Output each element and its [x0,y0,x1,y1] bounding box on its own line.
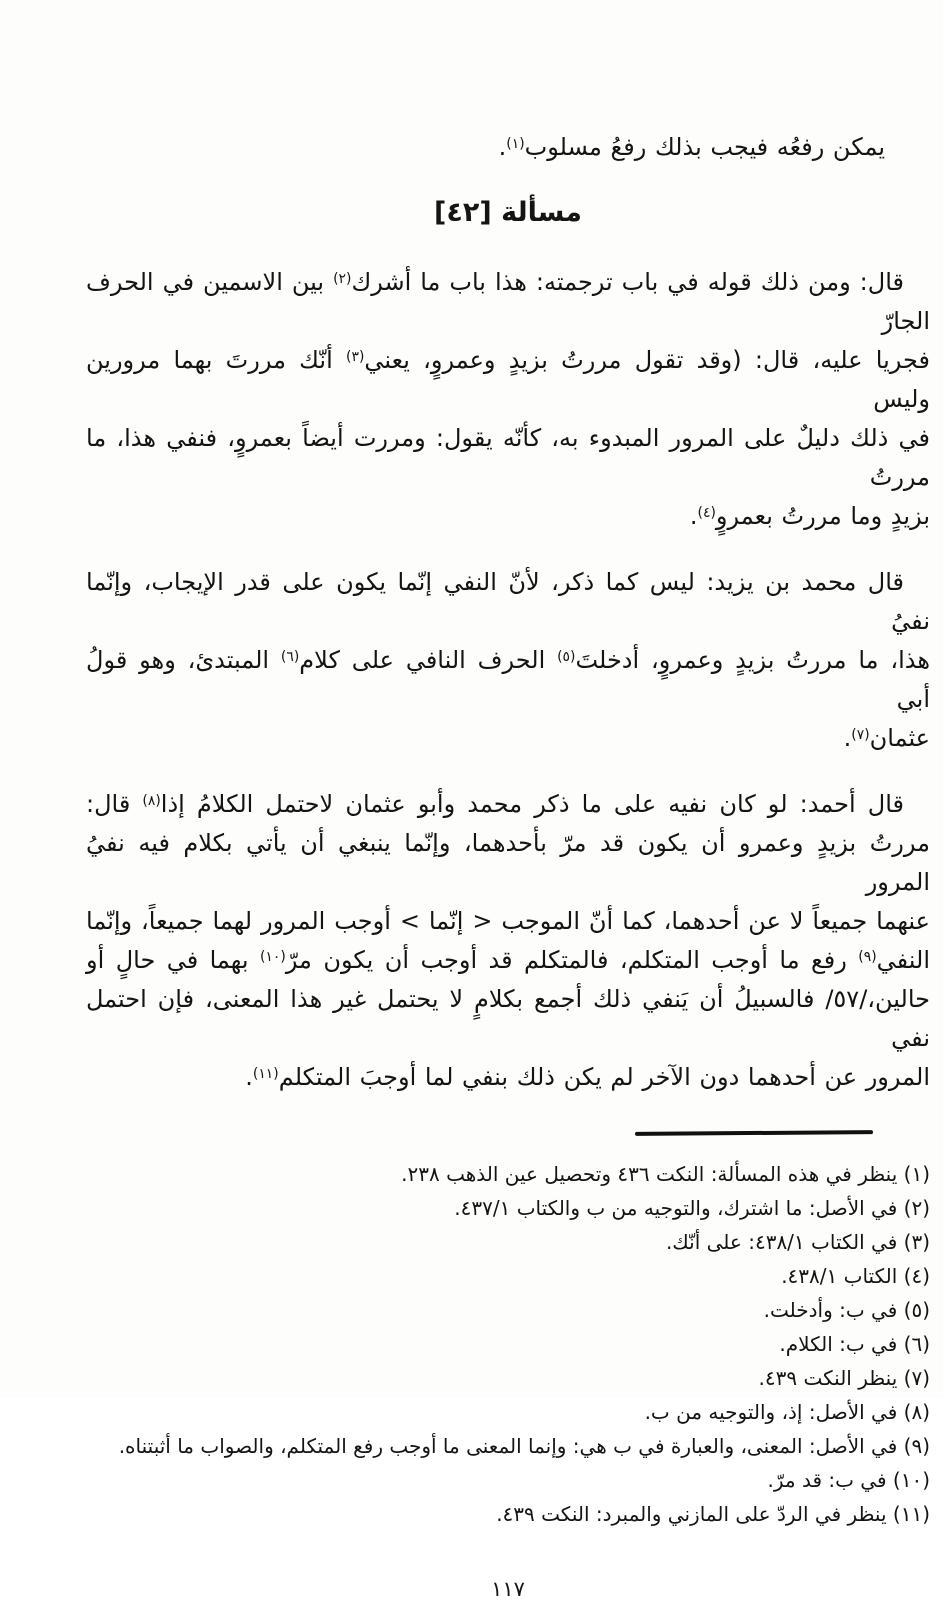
footnote-8: (٨) في الأصل: إذ، والتوجيه من ب. [644,1400,930,1424]
footnote-2: (٢) في الأصل: ما اشترك، والتوجيه من ب والكتاب ٤٣٧/١. [454,1196,930,1220]
body-line: قال محمد بن يزيد: ليس كما ذكر، لأنّ النفي إنّما يكون على قدر الإيجاب، وإنّما نفيُ [86,568,930,635]
body-line: عنهما جميعاً لا عن أحدهما، كما أنّ الموجب < إنّما > أوجب المرور لهما جميعاً، وإنّما [86,907,930,935]
body-line: النفي$^{(٩)}$ رفع ما أوجب المتكلم، فالمتكلم قد أوجب أن يكون مرّ$^{(١٠)}$ بهما في حالٍ أو [86,946,931,974]
body-line: المرور عن أحدهما دون الآخر لم يكن ذلك بنفي لما أوجبَ المتكلم$^{(١١)}$. [245,1063,930,1091]
paragraph-2 [86,563,930,758]
body-line: بزيدٍ وما مررتُ بعمروٍ$^{(٤)}$. [689,502,930,530]
footnote-separator-rule [635,1130,873,1136]
footnote-4: (٤) الكتاب ٤٣٨/١. [781,1264,930,1288]
paragraph-1 [86,263,930,536]
page-number: ١١٧ [491,1577,525,1601]
footnotes-block [86,1157,930,1531]
body-line: هذا، ما مررتُ بزيدٍ وعمروٍ، أدخلتَ$^{(٥)}$ الحرف النافي على كلام$^{(٦)}$ المبتدئ، وهو قولُ أبي [86,646,930,713]
footnote-10: (١٠) في ب: قد مرّ. [767,1468,930,1492]
body-line: في ذلك دليلٌ على المرور المبدوء به، كأنّه يقول: ومررت أيضاً بعمروٍ، فنفي هذا، ما مررتُ [86,424,930,491]
body-line: قال أحمد: لو كان نفيه على ما ذكر محمد وأبو عثمان لاحتمل الكلامُ إذا$^{(٨)}$ قال: [86,790,905,818]
footnote-6: (٦) في ب: الكلام. [779,1332,930,1356]
body-line: قال: ومن ذلك قوله في باب ترجمته: هذا باب ما أشرك$^{(٢)}$ بين الاسمين في الحرف الجارّ [86,268,930,335]
footnote-9: (٩) في الأصل: المعنى، والعبارة في ب هي: وإنما المعنى ما أوجب رفع المتكلم، والصواب ما أثبتناه. [118,1434,930,1458]
footnote-5: (٥) في ب: وأدخلت. [763,1298,930,1322]
footnote-7: (٧) ينظر النكت ٤٣٩. [758,1366,930,1390]
footnote-1: (١) ينظر في هذه المسألة: النكت ٤٣٦ وتحصيل عين الذهب ٢٣٨. [401,1162,930,1186]
body-line: حالين،/٥٧/ فالسبيلُ أن يَنفي ذلك أجمع بكلامٍ لا يحتمل غير هذا المعنى، فإن احتمل نفي [86,985,930,1052]
footnote-11: (١١) ينظر في الردّ على المازني والمبرد: النكت ٤٣٩. [496,1502,930,1526]
text-block [86,0,930,1601]
body-line: فجريا عليه، قال: (وقد تقول مررتُ بزيدٍ وعمروٍ، يعني$^{(٣)}$ أنّك مررتَ بهما مرورين وليس [86,346,931,413]
continuation-line: يمكن رفعُه فيجب بذلك رفعُ مسلوب$^{(١)}$. [498,133,885,161]
body-line: عثمان$^{(٧)}$. [843,724,930,752]
paragraph-3 [86,785,930,1097]
body-line: مررتُ بزيدٍ وعمرو أن يكون قد مرّ بأحدهما، وإنّما ينبغي أن يأتي بكلام فيه نفيُ المرور [86,829,930,896]
section-heading: مسألة [٤٢] [434,197,582,228]
footnote-3: (٣) في الكتاب ٤٣٨/١: على أنّك. [665,1230,930,1254]
